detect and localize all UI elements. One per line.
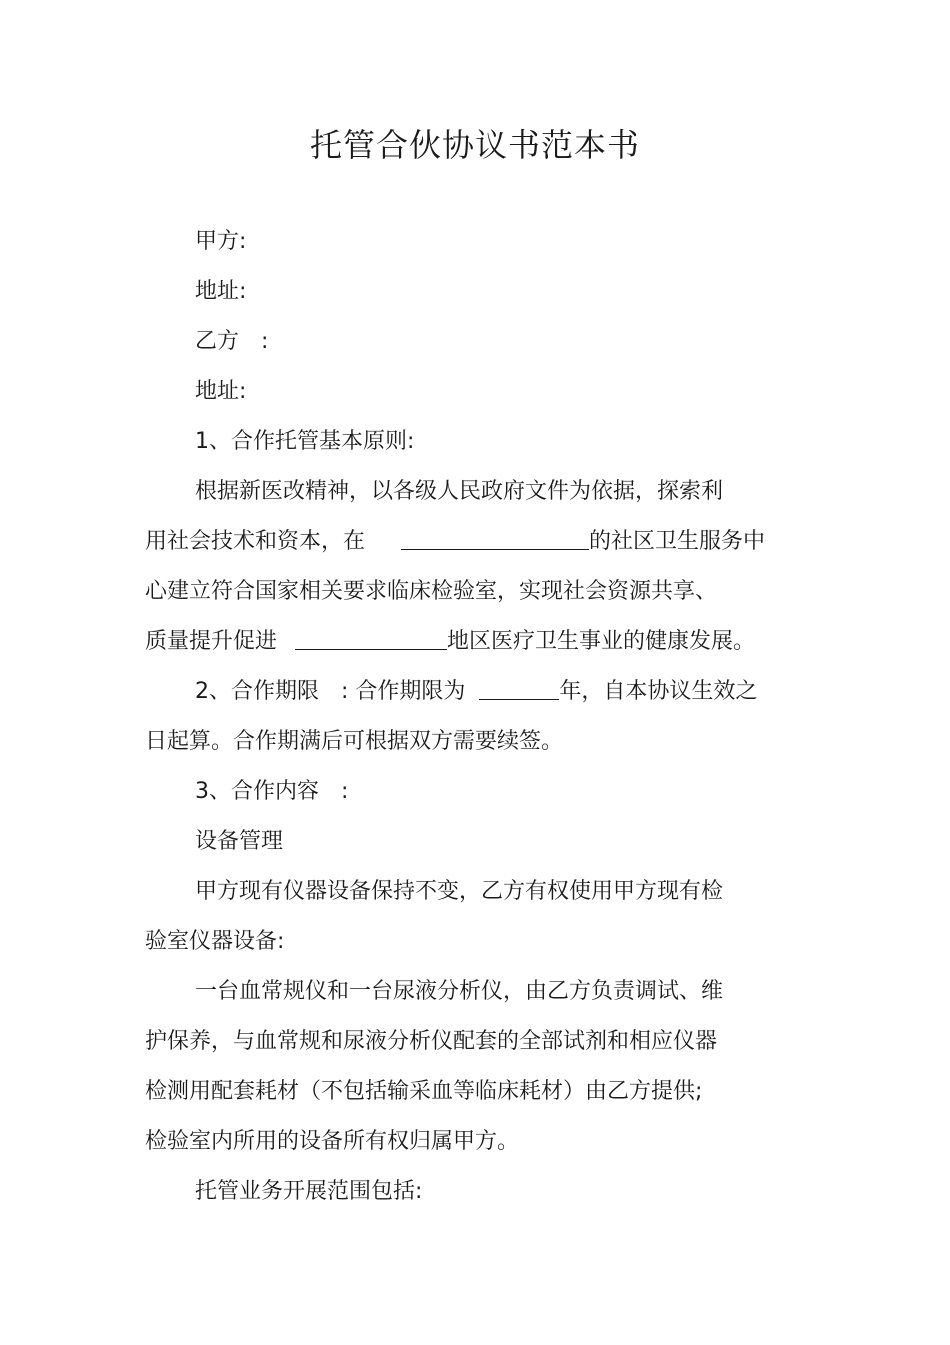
party-a-address-label: 地址: <box>195 279 247 304</box>
section2-line2: 日起算。合作期满后可根据双方需要续签。 <box>145 729 564 754</box>
region-blank[interactable] <box>295 629 447 650</box>
equipment-line6: 检验室内所用的设备所有权归属甲方。 <box>145 1129 520 1154</box>
section1-line2-suffix: 的社区卫生服务中 <box>589 529 766 554</box>
equipment-line2: 验室仪器设备: <box>145 929 285 954</box>
section1-line3: 心建立符合国家相关要求临床检验室，实现社会资源共享、 <box>145 579 718 604</box>
scope-heading: 托管业务开展范围包括: <box>195 1179 423 1204</box>
equipment-line1: 甲方现有仪器设备保持不变，乙方有权使用甲方现有检 <box>195 879 724 904</box>
party-a-label: 甲方: <box>195 229 247 254</box>
section3-heading: 3、合作内容 : <box>195 779 349 804</box>
section1-heading: 1、合作托管基本原则: <box>195 429 415 454</box>
section1-line1: 根据新医改精神，以各级人民政府文件为依据，探索利 <box>195 479 724 504</box>
equipment-heading: 设备管理 <box>195 829 284 854</box>
equipment-line5: 检测用配套耗材（不包括输采血等临床耗材）由乙方提供; <box>145 1079 703 1104</box>
section1-line4 <box>145 628 755 656</box>
section2-line1 <box>195 678 757 706</box>
location-blank[interactable] <box>401 529 589 550</box>
equipment-line3: 一台血常规仪和一台尿液分析仪，由乙方负责调试、维 <box>195 979 724 1004</box>
party-b-address-label: 地址: <box>195 379 247 404</box>
term-years-blank[interactable] <box>479 679 559 700</box>
section1-line4-prefix: 质量提升促进 <box>145 629 278 654</box>
section1-line2-prefix: 用社会技术和资本，在 <box>145 529 366 554</box>
section2-line1-suffix: 年，自本协议生效之 <box>559 679 758 704</box>
document-title: 托管合伙协议书范本书 <box>309 126 640 164</box>
equipment-line4: 护保养，与血常规和尿液分析仪配套的全部试剂和相应仪器 <box>145 1029 718 1054</box>
section2-line1-prefix: 2、合作期限 : 合作期限为 <box>195 679 466 704</box>
section1-line2 <box>145 528 765 556</box>
section1-line4-suffix: 地区医疗卫生事业的健康发展。 <box>447 629 756 654</box>
party-b-label: 乙方 : <box>195 329 269 354</box>
